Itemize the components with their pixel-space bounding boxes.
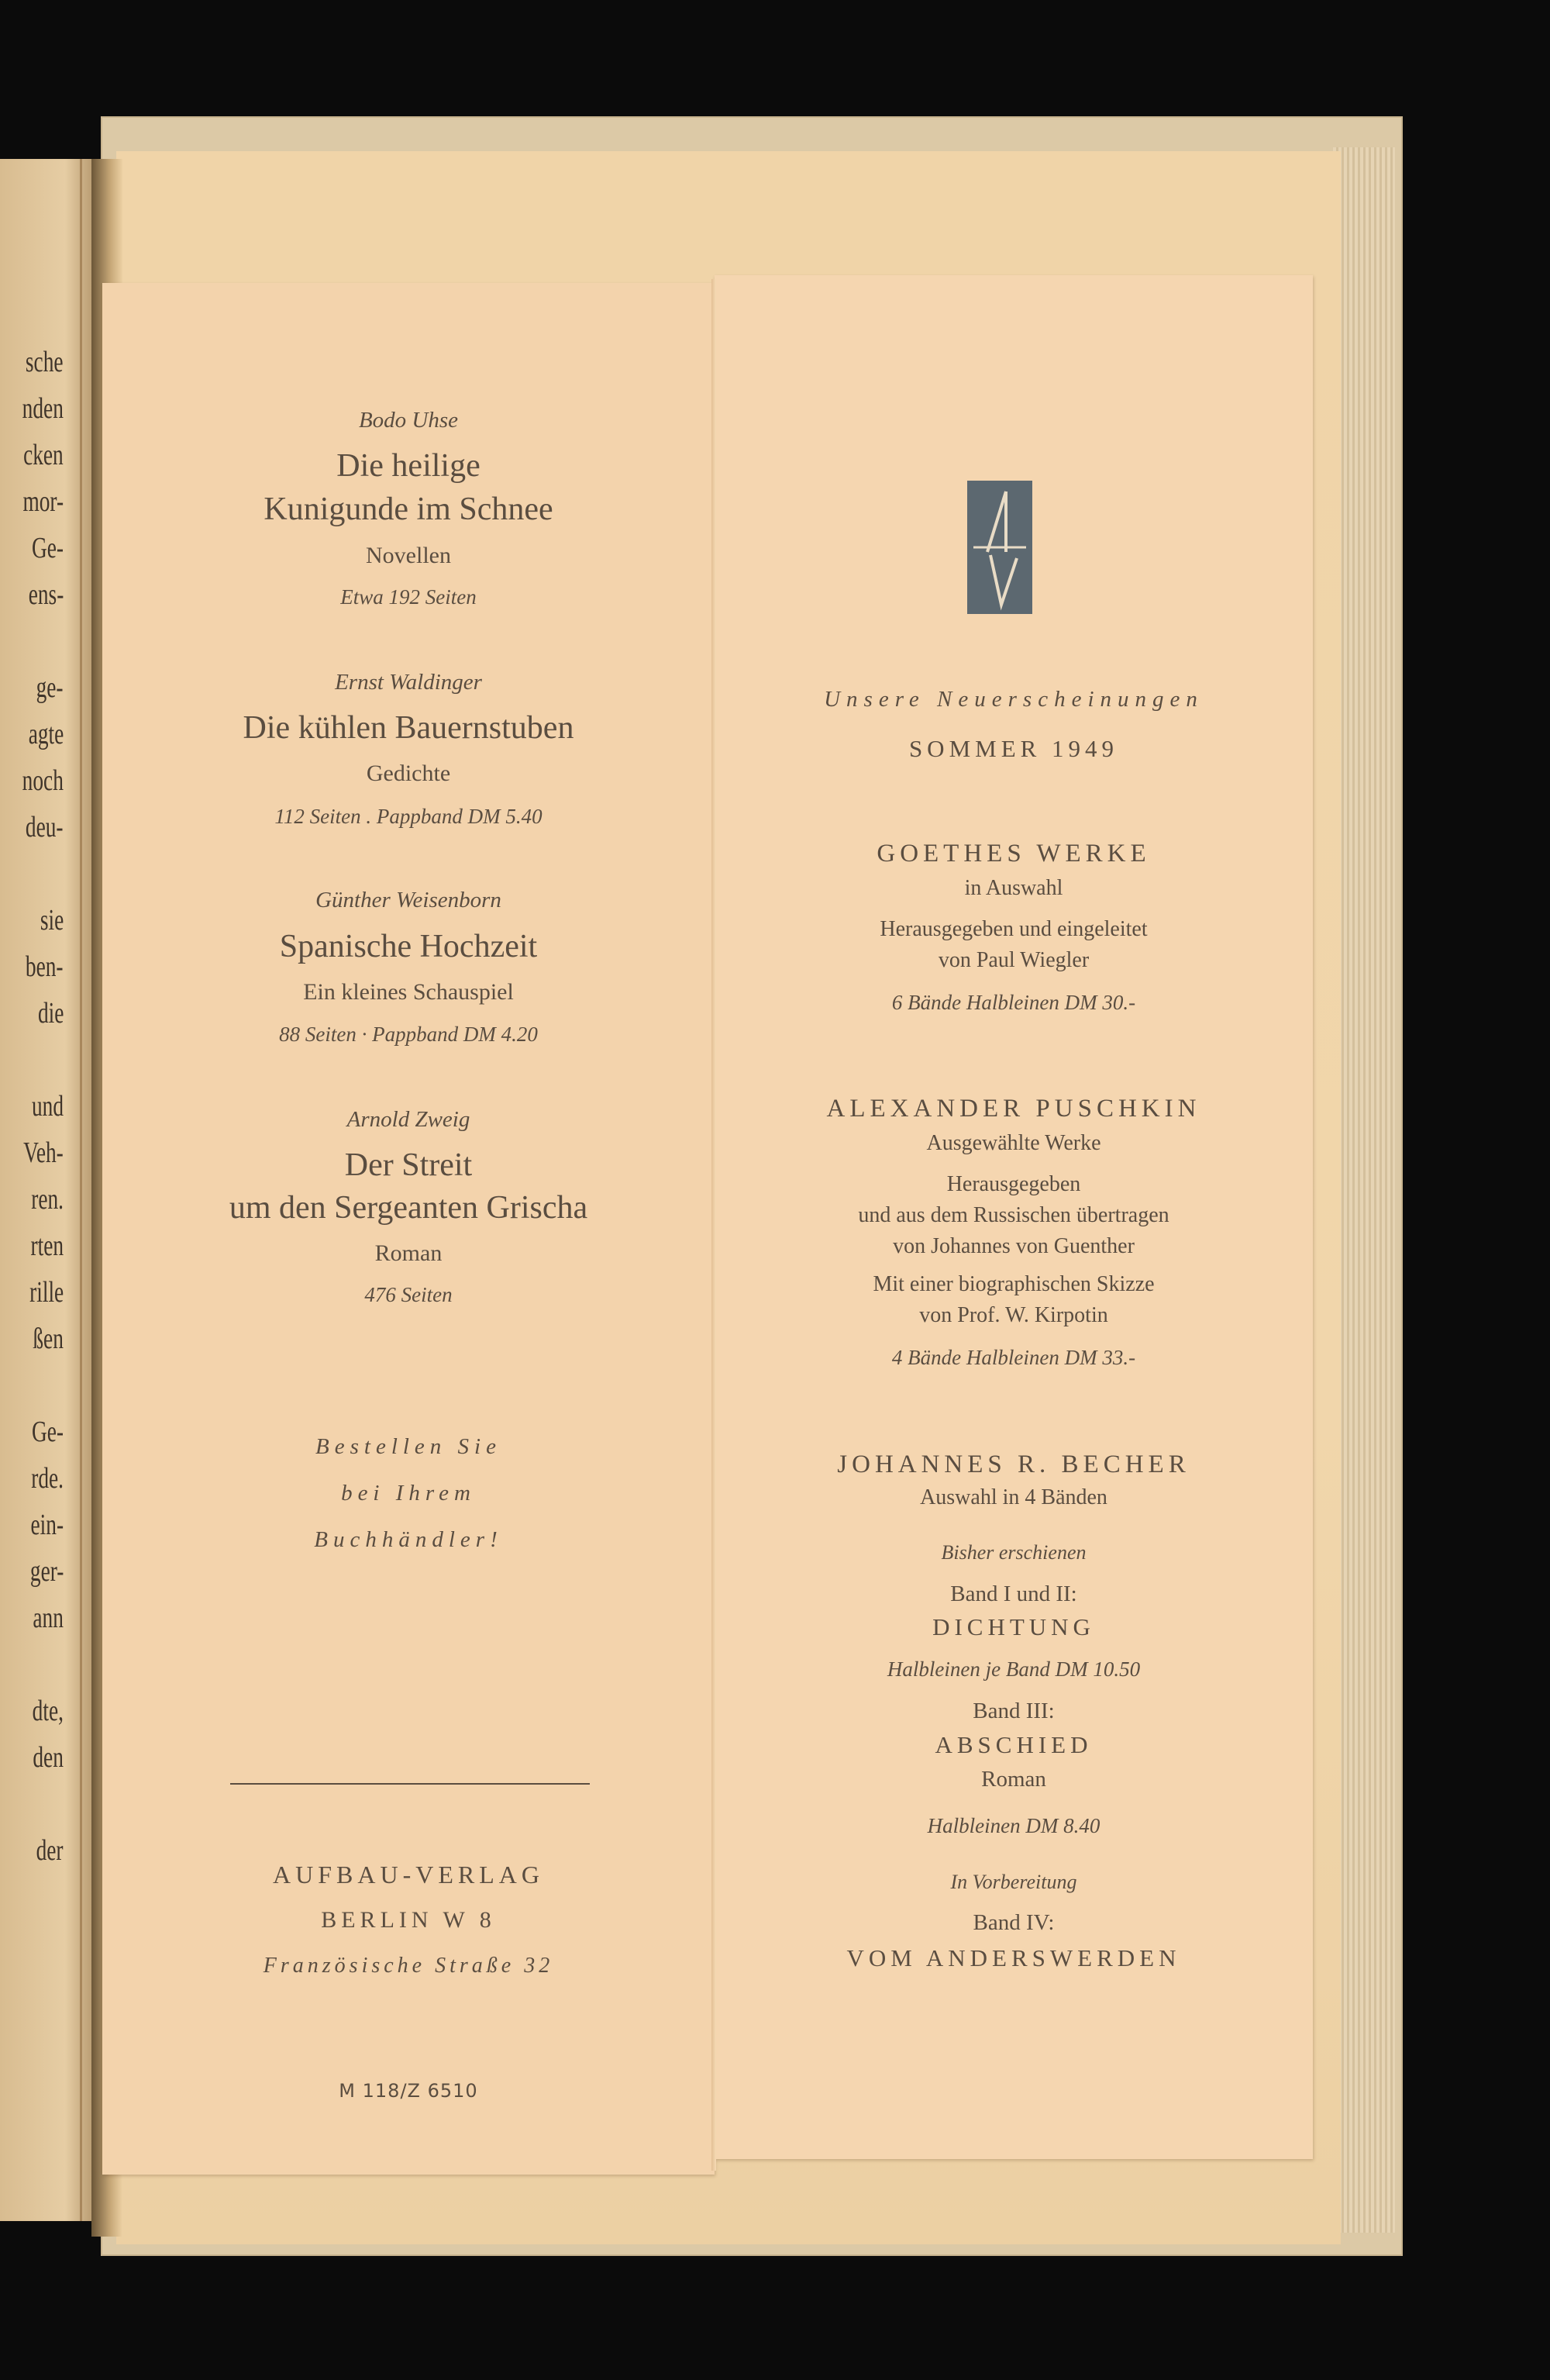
- band-label: Band I und II:: [950, 1581, 1077, 1606]
- book-title: GOETHES WERKE: [877, 840, 1151, 867]
- left-page-fragment: deu-: [26, 811, 64, 843]
- book-title: Kunigunde im Schnee: [264, 492, 553, 527]
- prep-label: In Vorbereitung: [950, 1871, 1077, 1893]
- left-page-fragment: ann: [33, 1602, 64, 1634]
- left-page-fragment: rde.: [31, 1462, 64, 1495]
- catalog-heading: Unsere Neuerscheinungen: [824, 687, 1204, 712]
- logo-monogram-icon: [967, 481, 1032, 614]
- book-author: Arnold Zweig: [346, 1107, 470, 1132]
- band-genre: Roman: [981, 1767, 1046, 1792]
- divider-rule: [230, 1783, 590, 1785]
- left-page-fragment: dte,: [32, 1695, 64, 1727]
- book-meta: 6 Bände Halbleinen DM 30.-: [891, 991, 1136, 1014]
- left-page-fragment: ge-: [36, 671, 64, 704]
- left-page-fragment: den: [33, 1741, 64, 1774]
- left-page-fragment: rten: [30, 1230, 64, 1262]
- book-editor: von Paul Wiegler: [938, 948, 1090, 972]
- left-page-fragment: ßen: [33, 1323, 64, 1355]
- order-note-line: Buchhändler!: [314, 1527, 503, 1552]
- book-editor: Herausgegeben und eingeleitet: [880, 917, 1148, 941]
- left-page-fragment: die: [37, 997, 64, 1030]
- book-genre: Novellen: [366, 543, 451, 568]
- page-stack-edge: [1333, 147, 1395, 2233]
- left-page-fragment: und: [31, 1090, 64, 1123]
- book-genre: Roman: [374, 1240, 443, 1266]
- book-meta: Halbleinen je Band DM 10.50: [887, 1657, 1141, 1681]
- left-facing-page: [0, 159, 93, 2221]
- aufbau-verlag-logo: [967, 481, 1032, 614]
- band-title: ABSCHIED: [935, 1731, 1093, 1758]
- left-page-fragment: Veh-: [23, 1137, 64, 1169]
- publisher-street: Französische Straße 32: [263, 1954, 554, 1978]
- left-page-fragment: Ge-: [31, 532, 64, 564]
- left-page-fragment: noch: [22, 764, 64, 797]
- book-title: Spanische Hochzeit: [279, 929, 538, 964]
- left-page-fragment: mor-: [22, 485, 64, 518]
- left-page-fragment: sie: [40, 904, 64, 936]
- left-page-fragment: rille: [29, 1276, 64, 1309]
- publisher-city: BERLIN W 8: [321, 1907, 496, 1933]
- publisher-name: AUFBAU-VERLAG: [273, 1861, 544, 1888]
- left-page-fragment: nden: [22, 392, 64, 425]
- left-page-fragment: Ge-: [31, 1416, 64, 1448]
- book-subtitle: Ausgewählte Werke: [926, 1131, 1101, 1155]
- book-title: um den Sergeanten Grischa: [229, 1190, 588, 1226]
- book-meta: 4 Bände Halbleinen DM 33.-: [891, 1346, 1136, 1369]
- left-page-fragment: ein-: [30, 1509, 64, 1541]
- book-title: Die heilige: [336, 448, 480, 484]
- book-genre: Gedichte: [366, 761, 451, 786]
- book-sketch: von Prof. W. Kirpotin: [919, 1303, 1108, 1327]
- book-author: Günther Weisenborn: [315, 888, 501, 912]
- book-editor: Herausgegeben: [946, 1172, 1081, 1196]
- left-page-fragment: cken: [23, 439, 64, 471]
- book-editor: und aus dem Russischen übertragen: [858, 1203, 1169, 1227]
- left-page-fragment: ens-: [28, 578, 64, 611]
- book-author: Ernst Waldinger: [335, 670, 482, 695]
- book-meta: 476 Seiten: [364, 1283, 453, 1306]
- band-label: Band III:: [973, 1699, 1055, 1723]
- band-title: VOM ANDERSWERDEN: [846, 1944, 1181, 1971]
- book-meta: 112 Seiten . Pappband DM 5.40: [274, 805, 542, 828]
- book-meta: Halbleinen DM 8.40: [927, 1814, 1100, 1837]
- order-note-line: Bestellen Sie: [315, 1434, 501, 1459]
- book-subtitle: in Auswahl: [964, 876, 1063, 900]
- book-subtitle: Auswahl in 4 Bänden: [920, 1485, 1107, 1509]
- book-title: ALEXANDER PUSCHKIN: [826, 1095, 1201, 1123]
- left-page-fragment: sche: [26, 346, 64, 378]
- book-editor: von Johannes von Guenther: [893, 1234, 1135, 1258]
- book-title: JOHANNES R. BECHER: [837, 1450, 1190, 1478]
- left-page-fragment: ren.: [31, 1183, 64, 1216]
- catalog-season: SOMMER 1949: [908, 735, 1119, 762]
- book-genre: Ein kleines Schauspiel: [303, 979, 514, 1005]
- book-meta: Etwa 192 Seiten: [340, 585, 477, 609]
- book-title: Die kühlen Bauernstuben: [243, 710, 574, 746]
- book-meta: 88 Seiten · Pappband DM 4.20: [279, 1023, 538, 1046]
- order-note-line: bei Ihrem: [341, 1481, 476, 1506]
- book-sketch: Mit einer biographischen Skizze: [873, 1272, 1155, 1296]
- band-title: DICHTUNG: [932, 1613, 1095, 1640]
- published-label: Bisher erschienen: [941, 1541, 1087, 1564]
- print-code: M 118/Z 6510: [339, 2080, 478, 2102]
- book-title: Der Streit: [344, 1147, 473, 1183]
- band-label: Band IV:: [973, 1910, 1055, 1935]
- book-author: Bodo Uhse: [358, 408, 459, 433]
- left-page-fragment: ben-: [26, 950, 64, 983]
- left-page-fragment: der: [36, 1834, 64, 1867]
- left-page-fragment: ger-: [29, 1555, 64, 1588]
- left-page-fragment: agte: [28, 718, 64, 750]
- page-edge: [80, 159, 82, 2221]
